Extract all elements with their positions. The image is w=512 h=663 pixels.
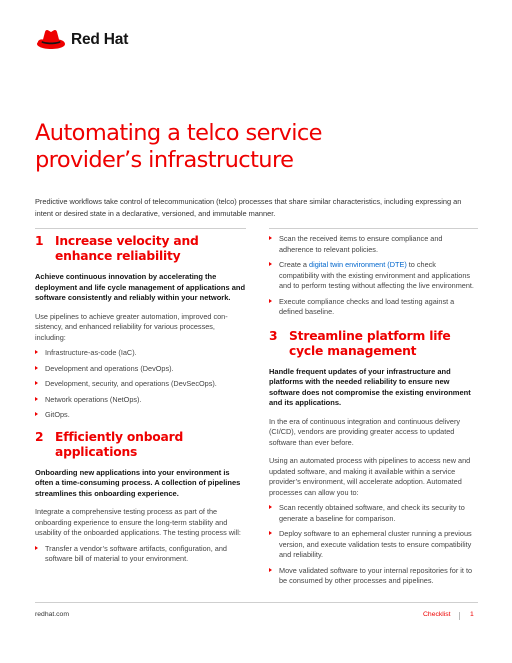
list-item: Transfer a vendor’s software artifacts, configuration, and software bill of material to your environment.	[35, 544, 246, 565]
left-column	[35, 234, 246, 565]
list-item: Development, security, and operations (DevSecOps).	[35, 379, 246, 390]
bullet-triangle-icon	[35, 397, 38, 401]
section-3-body: In the era of continuous integration and continuous delivery (CI/CD), vendors are providing greater access to updated software than ever before.	[269, 416, 461, 447]
list-item: Execute compliance checks and load testing against a defined baseline.	[269, 297, 478, 318]
red-hat-logo[interactable]	[35, 28, 128, 52]
section-3-heading	[269, 329, 478, 359]
list-item: Scan the received items to ensure compliance and adherence to relevant policies.	[269, 234, 478, 255]
section-title	[289, 329, 478, 359]
section-3-body-2: Using an automated process with pipelines to access new and updated software, and making it available within a service provider’s environment, will accelerate adoption. Automated processes can allow you to:	[269, 456, 471, 497]
section-title-line: Streamline platform life	[289, 328, 451, 343]
section-title	[55, 234, 246, 264]
title-line: provider’s infrastructure	[35, 147, 294, 173]
bullet-triangle-icon	[35, 546, 38, 550]
bullet-triangle-icon	[269, 531, 272, 535]
red-hat-logo-icon	[35, 28, 67, 52]
divider-right	[269, 228, 478, 229]
bullet-triangle-icon	[35, 381, 38, 385]
intro-paragraph: Predictive workflows take control of telecommunication (telco) processes that share similar characteristics, including expressing an intent or desired state in a declarative, versioned, and immutable manner.	[35, 197, 462, 218]
section-title-line: cycle management	[289, 343, 417, 358]
section-number: 3	[269, 328, 278, 343]
section-title-line: Increase velocity and	[55, 234, 199, 248]
bullet-triangle-icon	[269, 236, 272, 240]
footer-url-link[interactable]: redhat.com	[35, 611, 70, 618]
section-1-body: Use pipelines to achieve greater automation, improved con-sistency, and enhanced reliability for various processes, including:	[35, 311, 228, 342]
divider-left	[35, 228, 246, 229]
footer-page-number: 1	[470, 611, 474, 618]
dte-link[interactable]: digital twin environment (DTE)	[309, 260, 407, 269]
section-number: 2	[35, 429, 44, 444]
section-3-lead: Handle frequent updates of your infrastructure and platforms with the needed reliability to ensure new software does not compromise the existing environment and its applications.	[269, 366, 471, 407]
section-1-lead: Achieve continuous innovation by accelerating the deployment and life cycle management of applications and software consistently and reliably within your network.	[35, 272, 246, 302]
list-item: GitOps.	[35, 410, 246, 421]
bullet-triangle-icon	[269, 505, 272, 509]
section-1-heading	[35, 234, 246, 264]
bullet-triangle-icon	[269, 568, 272, 572]
footer-divider	[35, 602, 478, 603]
bullet-triangle-icon	[35, 366, 38, 370]
footer-doc-type: Checklist	[423, 611, 451, 618]
page-title	[35, 120, 475, 174]
section-2-list-continued	[269, 234, 478, 318]
list-item: Network operations (NetOps).	[35, 395, 246, 406]
title-line: Automating a telco service	[35, 120, 322, 146]
bullet-triangle-icon	[35, 412, 38, 416]
footer-separator	[459, 612, 460, 620]
section-1-list	[35, 348, 246, 421]
section-3-list	[269, 503, 478, 587]
list-item: Deploy software to an ephemeral cluster running a previous version, and execute validation tests to ensure compatibility and reliability.	[269, 529, 478, 561]
section-number: 1	[35, 234, 44, 248]
section-title-line: enhance reliability	[55, 249, 181, 263]
list-item: Move validated software to your internal repositories for it to be consumed by other processes and pipelines.	[269, 566, 478, 587]
section-title-line: Efficiently onboard	[55, 429, 184, 444]
section-title-line: applications	[55, 444, 138, 459]
section-title	[55, 430, 246, 460]
bullet-triangle-icon	[269, 299, 272, 303]
list-item: Development and operations (DevOps).	[35, 364, 246, 375]
section-2-lead: Onboarding new applications into your environment is often a time-consuming process. A collection of pipelines streamlines this onboarding experience.	[35, 467, 241, 498]
bullet-triangle-icon	[269, 262, 272, 266]
section-2-list	[35, 544, 246, 565]
right-column	[269, 234, 478, 587]
section-2-heading	[35, 430, 246, 460]
list-item: Infrastructure-as-code (IaC).	[35, 348, 246, 359]
list-item: Scan recently obtained software, and check its security to generate a baseline for comparison.	[269, 503, 478, 524]
bullet-triangle-icon	[35, 350, 38, 354]
brand-name: Red Hat	[71, 31, 129, 48]
list-item: Create a digital twin environment (DTE) to check compatibility with the existing environment and applications and to perform testing without affecting the live environment.	[269, 260, 478, 292]
section-2-body: Integrate a comprehensive testing process as part of the onboarding experience to ensure the long-term stability and usability of the onboarded applications. The testing process will:	[35, 507, 241, 537]
